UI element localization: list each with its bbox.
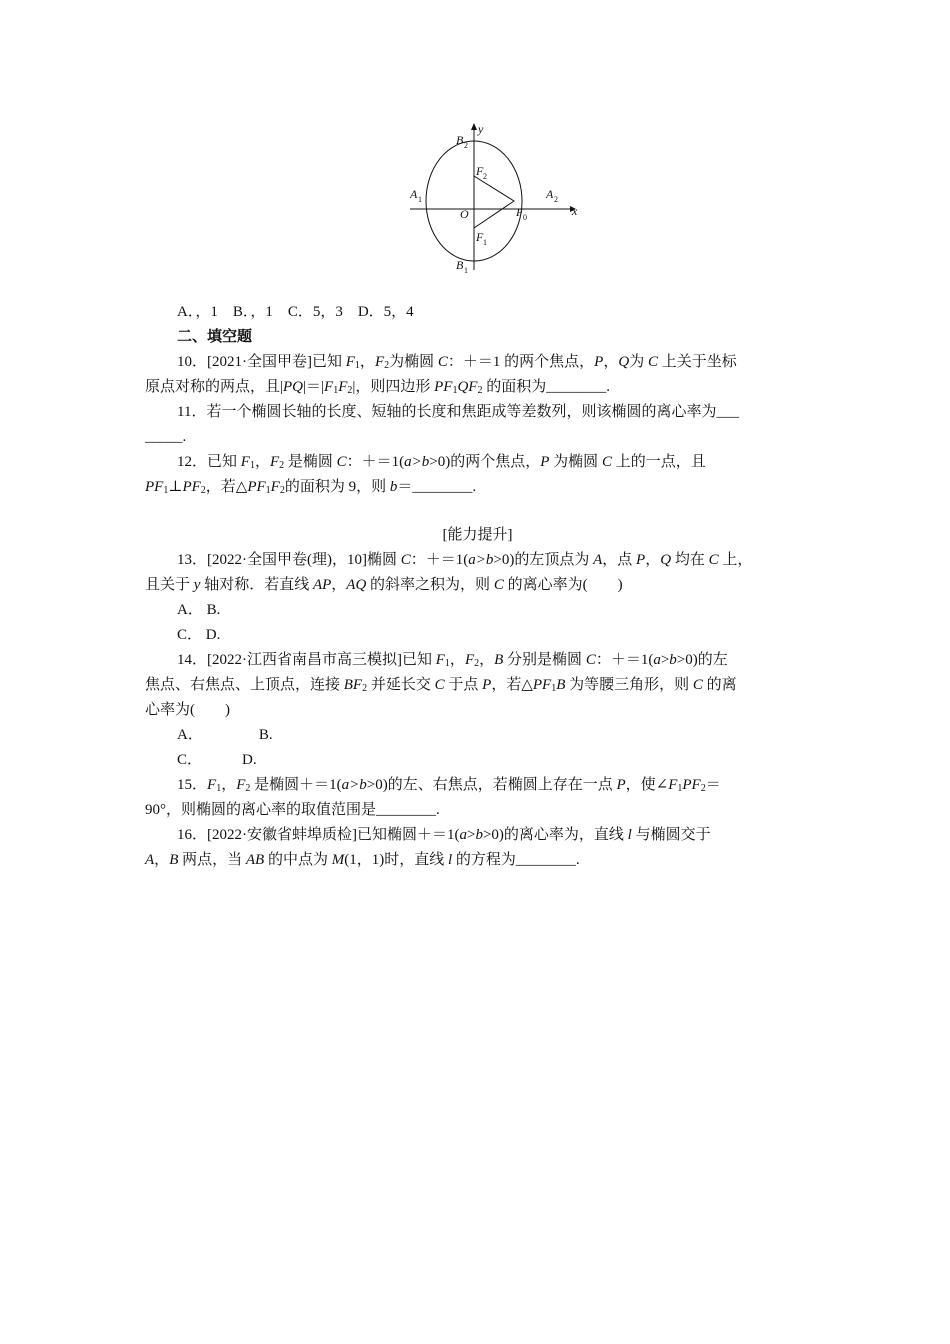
section-heading-fill-in: 二、填空题 [177,329,253,345]
label-A2: A [546,187,554,201]
label-A1-sub: 1 [418,195,422,204]
q13-line1: 13．[2022·全国甲卷(理)，10]椭圆 C：＋＝1(a>b>0)的左顶点为 A，点 P，Q 均在 C 上， [177,552,753,568]
label-F1: F [476,230,484,244]
label-F0: F [516,205,524,219]
label-A2-sub: 2 [554,195,558,204]
q12-line1: 12．已知 $F_1$，$F_2$ 是椭圆 C：＋＝1(a>b>0)的两个焦点，P 为椭圆 C 上的一点，且 [177,454,706,471]
q14-line3: 心率为( ) [145,702,230,718]
q15-line1: 15．$F_1$，$F_2$ 是椭圆＋＝1(a>b>0)的左、右焦点，若椭圆上存在一点 P，使$\angle F_1PF_2=$ [177,777,721,794]
label-F2-sub: 2 [483,172,487,181]
label-B2: B [456,133,464,147]
q14-line1: 14．[2022·江西省南昌市高三模拟]已知 $F_1$，$F_2$，B 分别是椭圆 C：＋＝1(a>b>0)的左 [177,652,728,669]
label-F0-sub: 0 [523,213,527,222]
q12-line2: $PF_1\perp PF_2$，若$\triangle PF_1F_2$的面积为 9，则 b＝________. [145,479,477,496]
q14-options-cd: C． D. [177,752,257,768]
ability-heading: [能力提升] [442,527,513,543]
ellipse-figure [400,118,585,278]
q9-options: A．，1 B．，1 C．5，3 D．5，4 [177,304,414,320]
q16-line1: 16．[2022·安徽省蚌埠质检]已知椭圆＋＝1(a>b>0)的离心率为，直线 l 与椭圆交于 [177,827,711,843]
q14-options-ab: A． B. [177,727,273,743]
label-O: O [460,207,469,221]
label-B1-sub: 1 [464,266,468,275]
q15-line2: 90°，则椭圆的离心率的取值范围是________. [145,802,440,818]
label-F1-sub: 1 [483,238,487,247]
label-B2-sub: 2 [464,141,468,150]
q11-line2: _____. [145,429,187,445]
label-y: y [478,122,484,136]
label-F2: F [476,164,484,178]
q16-line2: A，B 两点，当 AB 的中点为 M(1，1)时，直线 l 的方程为________. [145,852,580,868]
q13-options-cd: C． D. [177,627,221,643]
q13-options-ab: A． B. [177,602,221,618]
label-x: x [572,204,578,218]
q10-line2: 原点对称的两点，且$|PQ|=|F_1F_2|$，则四边形 $PF_1QF_2$ 的面积为________. [145,379,610,396]
q10-line1: 10．[2021·全国甲卷]已知 $F_1$，$F_2$为椭圆 C：＋＝1 的两个焦点，P，Q为 C 上关于坐标 [177,354,737,371]
q11-line1: 11．若一个椭圆长轴的长度、短轴的长度和焦距成等差数列，则该椭圆的离心率为___ [177,404,739,420]
q14-line2: 焦点、右焦点、上顶点，连接 $BF_2$ 并延长交 C 于点 P，若$\triangle PF_1B$ 为等腰三角形，则 C 的离 [145,677,737,694]
label-B1: B [456,258,464,272]
label-A1: A [410,187,418,201]
q13-line2: 且关于 y 轴对称．若直线 AP，AQ 的斜率之积为，则 C 的离心率为( ) [145,577,623,593]
